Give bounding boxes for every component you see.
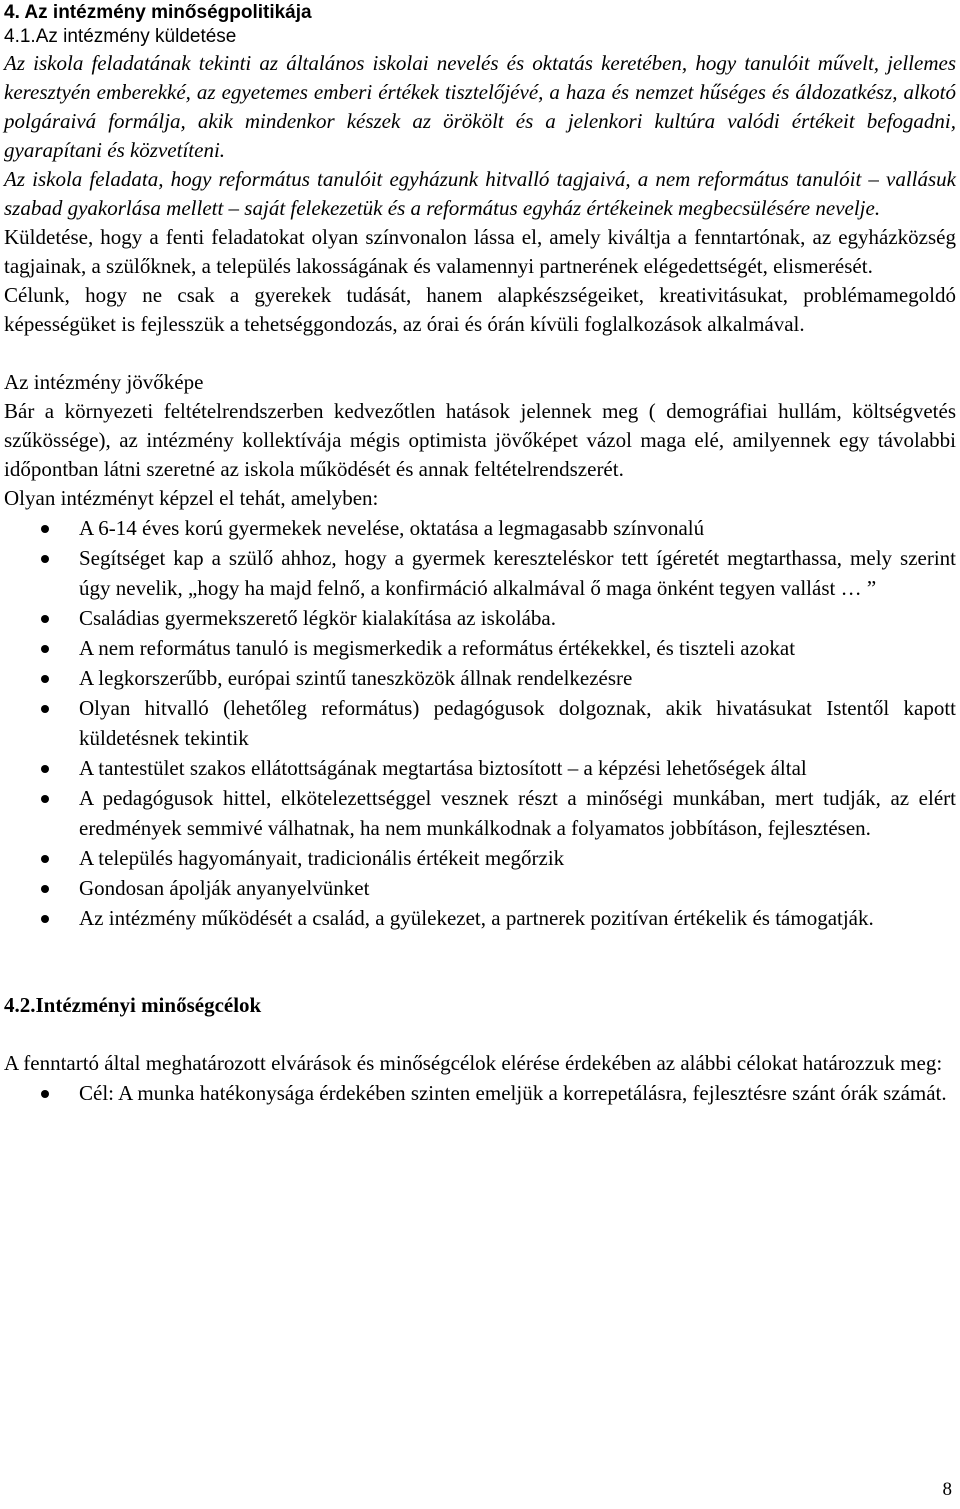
bullet-icon	[41, 1090, 49, 1098]
bullet-icon	[41, 645, 49, 653]
list-item: Segítséget kap a szülő ahhoz, hogy a gyermek kereszteléskor tett ígéretét megtarthassa, mely szerint úgy nevelik, „hogy ha majd felnő, a konfirmáció alkalmával ő maga önként tegyen vallást … ”	[4, 543, 956, 603]
list-item: Olyan hitvalló (lehetőleg református) pedagógusok dolgoznak, akik hivatásukat Istentől kapott küldetésnek tekintik	[4, 693, 956, 753]
mission-paragraph-1: Az iskola feladatának tekinti az általános iskolai nevelés és oktatás keretében, hogy tanulóit művelt, jellemes keresztyén emberekké, az egyetemes emberi értékek tisztelőjévé, a haza és nemzet hűséges és áldozatkész, alkotó polgáraivá formálja, akik mindenkor készek az örökölt és a jelenkori kultúra valódi értékeit befogadni, gyarapítani és közvetíteni.	[4, 51, 956, 162]
list-item: Gondosan ápolják anyanyelvünket	[4, 873, 956, 903]
bullet-icon	[41, 795, 49, 803]
list-item: A nem református tanuló is megismerkedik a református értékekkel, és tiszteli azokat	[4, 633, 956, 663]
goals-bullet-list	[4, 1078, 956, 1108]
bullet-icon	[41, 885, 49, 893]
goals-intro: A fenntartó által meghatározott elvárások és minőségcélok elérése érdekében az alábbi célokat határozzuk meg:	[4, 1051, 943, 1075]
list-item: A település hagyományait, tradicionális értékeit megőrzik	[4, 843, 956, 873]
mission-paragraph-4: Célunk, hogy ne csak a gyerekek tudását, hanem alapkészségeiket, kreativitásukat, problémamegoldó képességüket is fejlesszük a tehetséggondozás, az órai és órán kívüli foglalkozások alkalmával.	[4, 283, 956, 336]
list-item: Az intézmény működését a család, a gyülekezet, a partnerek pozitívan értékelik és támogatják.	[4, 903, 956, 933]
bullet-icon	[41, 915, 49, 923]
spacer	[4, 962, 956, 991]
list-item: A tantestület szakos ellátottságának megtartása biztosított – a képzési lehetőségek által	[4, 753, 956, 783]
section-heading-quality-goals: 4.2.Intézményi minőségcélok	[4, 993, 262, 1017]
vision-heading: Az intézmény jövőképe	[4, 370, 204, 394]
spacer	[4, 339, 956, 368]
page-number: 8	[942, 1479, 952, 1500]
list-item: Cél: A munka hatékonysága érdekében szinten emeljük a korrepetálásra, fejlesztésre szánt órák számát.	[4, 1078, 956, 1108]
bullet-icon	[41, 855, 49, 863]
mission-paragraph-3: Küldetése, hogy a fenti feladatokat olyan színvonalon lássa el, amely kiváltja a fenntartónak, az egyházközség tagjainak, a szülőknek, a település lakosságának és valamennyi partnerének elégedettségét, elismerését.	[4, 225, 956, 278]
bullet-icon	[41, 615, 49, 623]
spacer	[4, 933, 956, 962]
list-item: Családias gyermekszerető légkör kialakítása az iskolába.	[4, 603, 956, 633]
bullet-icon	[41, 525, 49, 533]
document-page	[4, 0, 956, 1108]
list-item: A pedagógusok hittel, elkötelezettséggel vesznek részt a minőségi munkában, mert tudják, az elért eredmények semmivé válhatnak, ha nem munkálkodnak a folyamatos jobbításon, fejlesztésen.	[4, 783, 956, 843]
section-heading-mission: 4.1.Az intézmény küldetése	[4, 26, 237, 47]
bullet-icon	[41, 675, 49, 683]
bullet-icon	[41, 705, 49, 713]
vision-paragraph: Bár a környezeti feltételrendszerben kedvezőtlen hatások jelennek meg ( demográfiai hullám, költségvetés szűkössége), az intézmény kollektívája mégis optimista jövőképet vázol maga elé, amilyennek egy távolabbi időpontban látni szeretné az iskola működését és annak feltételrendszerét.	[4, 399, 956, 481]
vision-intro: Olyan intézményt képzel el tehát, amelyben:	[4, 486, 379, 510]
mission-paragraph-2: Az iskola feladata, hogy református tanulóit egyházunk hitvalló tagjaivá, a nem református tanulóit – vallásuk szabad gyakorlása mellett – saját felekezetük és a református egyház értékeinek megbecsülésére nevelje.	[4, 167, 956, 220]
spacer	[4, 1020, 956, 1049]
vision-bullet-list	[4, 513, 956, 933]
bullet-icon	[41, 765, 49, 773]
page-title: 4. Az intézmény minőségpolitikája	[4, 2, 312, 23]
bullet-icon	[41, 555, 49, 563]
list-item: A legkorszerűbb, európai szintű taneszközök állnak rendelkezésre	[4, 663, 956, 693]
list-item: A 6-14 éves korú gyermekek nevelése, oktatása a legmagasabb színvonalú	[4, 513, 956, 543]
